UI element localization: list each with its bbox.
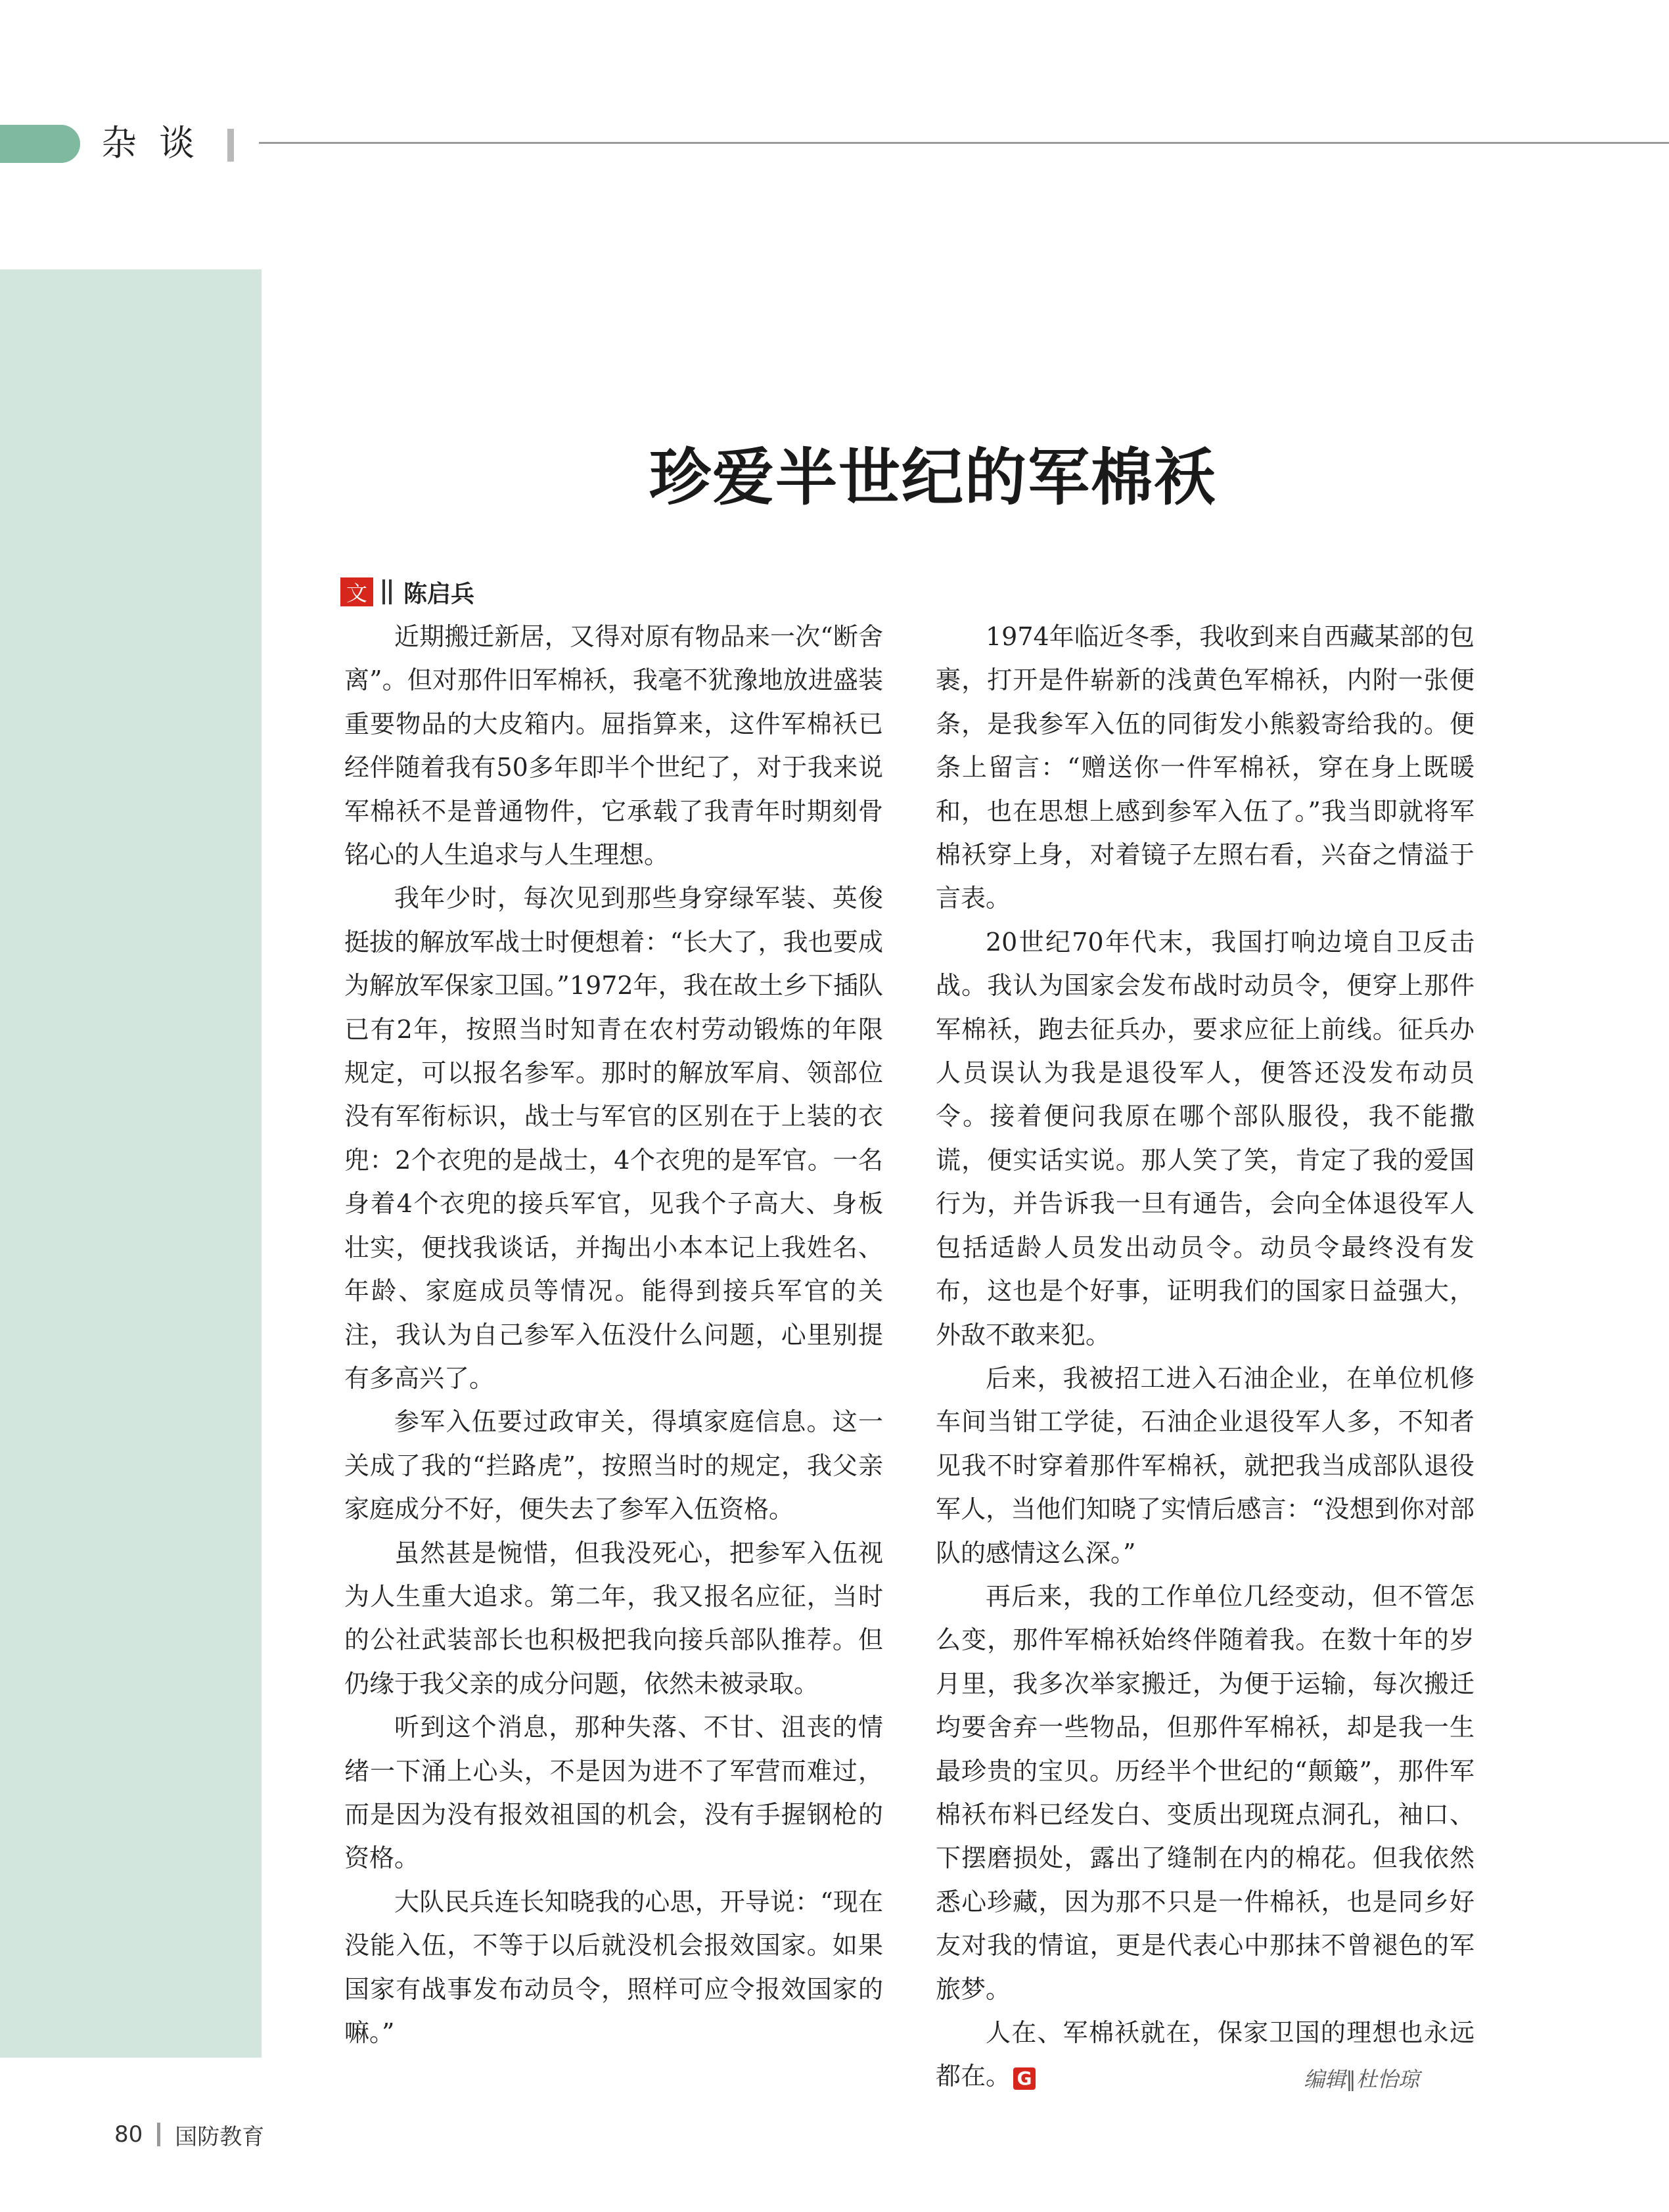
side-color-band xyxy=(0,269,262,2058)
section-pill xyxy=(0,125,80,163)
paragraph: 后来，我被招工进入石油企业，在单位机修车间当钳工学徒，石油企业退役军人多，不知者见我不时穿着那件军棉袄，就把我当成部队退役军人，当他们知晓了实情后感言：“没想到你对部队的感情这么深。” xyxy=(936,1363,1475,1568)
closing-text: 人在、军棉袄就在，保家卫国的理想也永远都在。 xyxy=(936,2018,1475,2091)
byline-separator xyxy=(382,579,385,604)
page-number: 80 xyxy=(114,2121,143,2148)
paragraph: 大队民兵连长知晓我的心思，开导说：“现在没能入伍，不等于以后就没机会报效国家。如果国家有战事发布动员令，照样可应令报效国家的嘛。” xyxy=(344,1887,883,2047)
section-label: 杂谈 xyxy=(101,122,217,164)
section-divider xyxy=(227,129,234,162)
editor-credit: 编辑∥杜怡琼 xyxy=(1304,2067,1420,2092)
paragraph: 再后来，我的工作单位几经变动，但不管怎么变，那件军棉袄始终伴随着我。在数十年的岁月里，我多次举家搬迁，为便于运输，每次搬迁均要舍弃一些物品，但那件军棉袄，却是我一生最珍贵的宝贝。历经半个世纪的“颠簸”，那件军棉袄布料已经发白、变质出现斑点洞孔，袖口、下摆磨损处，露出了缝制在内的棉花。但我依然悉心珍藏，因为那不只是一件棉袄，也是同乡好友对我的情谊，更是代表心中那抹不曾褪色的军旅梦。 xyxy=(936,1581,1475,2004)
article-title: 珍爱半世纪的军棉袄 xyxy=(649,441,1217,514)
magazine-name: 国防教育 xyxy=(175,2123,265,2150)
byline-separator xyxy=(389,579,392,604)
paragraph: 我年少时，每次见到那些身穿绿军装、英俊挺拔的解放军战士时便想着：“长大了，我也要成为解放军保家卫国。”1972年，我在故土乡下插队已有2年，按照当时知青在农村劳动锻炼的年限规定，可以报名参军。那时的解放军肩、领部位没有军衔标识，战士与军官的区别在于上装的衣兜：2个衣兜的是战士，4个衣兜的是军官。一名身着4个衣兜的接兵军官，见我个子高大、身板壮实，便找我谈话，并掏出小本本记上我姓名、年龄、家庭成员等情况。能得到接兵军官的关注，我认为自己参军入伍没什么问题，心里别提有多高兴了。 xyxy=(344,884,883,1393)
article-column-right xyxy=(936,615,1475,2098)
paragraph: 虽然甚是惋惜，但我没死心，把参军入伍视为人生重大追求。第二年，我又报名应征，当时的公社武装部长也积极把我向接兵部队推荐。但仍缘于我父亲的成分问题，依然未被录取。 xyxy=(344,1538,883,1698)
article-column-left xyxy=(344,615,883,2054)
footer-divider xyxy=(157,2123,160,2146)
byline xyxy=(340,576,474,608)
end-mark-icon: G xyxy=(1013,2067,1036,2090)
byline-badge: 文 xyxy=(340,577,373,606)
page-footer xyxy=(114,2118,264,2151)
paragraph: 参军入伍要过政审关，得填家庭信息。这一关成了我的“拦路虎”，按照当时的规定，我父亲家庭成分不好，便失去了参军入伍资格。 xyxy=(344,1407,883,1524)
paragraph: 近期搬迁新居，又得对原有物品来一次“断舍离”。但对那件旧军棉袄，我毫不犹豫地放进盛装重要物品的大皮箱内。屈指算来，这件军棉袄已经伴随着我有50多年即半个世纪了，对于我来说军棉袄不是普通物件，它承载了我青年时期刻骨铭心的人生追求与人生理想。 xyxy=(344,622,883,870)
paragraph: 听到这个消息，那种失落、不甘、沮丧的情绪一下涌上心头，不是因为进不了军营而难过，而是因为没有报效祖国的机会，没有手握钢枪的资格。 xyxy=(344,1713,883,1873)
author-name: 陈启兵 xyxy=(403,580,475,608)
paragraph: 1974年临近冬季，我收到来自西藏某部的包裹，打开是件崭新的浅黄色军棉袄，内附一张便条，是我参军入伍的同街发小熊毅寄给我的。便条上留言：“赠送你一件军棉袄，穿在身上既暖和，也在思想上感到参军入伍了。”我当即就将军棉袄穿上身，对着镜子左照右看，兴奋之情溢于言表。 xyxy=(936,622,1475,913)
header-rule xyxy=(259,142,1669,144)
paragraph: 20世纪70年代末，我国打响边境自卫反击战。我认为国家会发布战时动员令，便穿上那件军棉袄，跑去征兵办，要求应征上前线。征兵办人员误认为我是退役军人，便答还没发布动员令。接着便问我原在哪个部队服役，我不能撒谎，便实话实说。那人笑了笑，肯定了我的爱国行为，并告诉我一旦有通告，会向全体退役军人包括适龄人员发出动员令。动员令最终没有发布，这也是个好事，证明我们的国家日益强大，外敌不敢来犯。 xyxy=(936,927,1475,1349)
